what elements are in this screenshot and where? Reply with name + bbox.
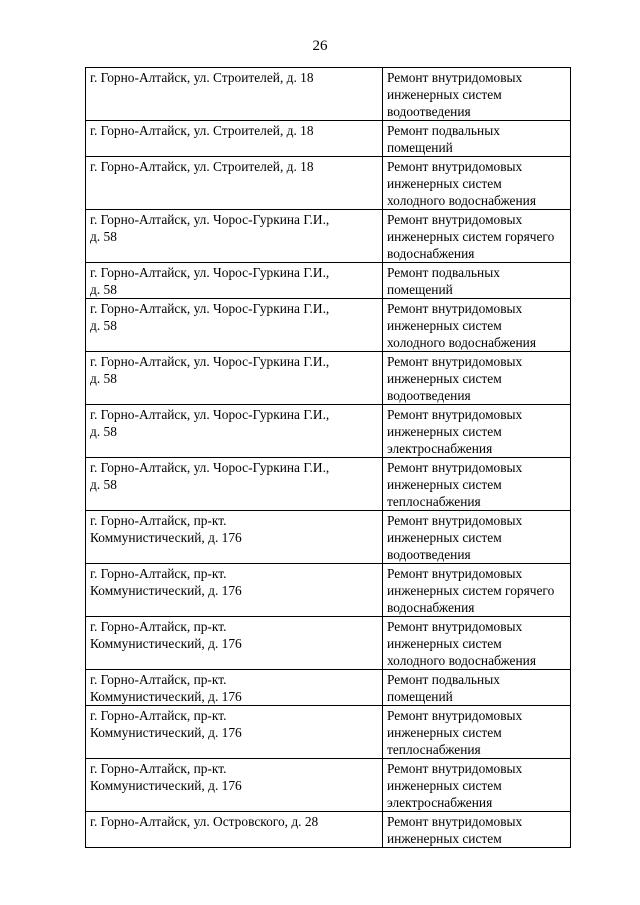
address-cell: г. Горно-Алтайск, ул. Чорос-Гуркина Г.И., д. 58 bbox=[86, 210, 383, 263]
table-row bbox=[86, 352, 571, 405]
work-cell: Ремонт внутридомовых инженерных систем водоотведения bbox=[383, 352, 571, 405]
work-cell: Ремонт внутридомовых инженерных систем электроснабжения bbox=[383, 759, 571, 812]
work-cell: Ремонт подвальных помещений bbox=[383, 263, 571, 299]
work-cell: Ремонт внутридомовых инженерных систем bbox=[383, 812, 571, 848]
work-cell: Ремонт подвальных помещений bbox=[383, 670, 571, 706]
work-cell: Ремонт подвальных помещений bbox=[383, 121, 571, 157]
address-cell: г. Горно-Алтайск, пр-кт. Коммунистический, д. 176 bbox=[86, 511, 383, 564]
table-row bbox=[86, 157, 571, 210]
table-row bbox=[86, 299, 571, 352]
address-cell: г. Горно-Алтайск, ул. Строителей, д. 18 bbox=[86, 121, 383, 157]
work-cell: Ремонт внутридомовых инженерных систем горячего водоснабжения bbox=[383, 210, 571, 263]
address-cell: г. Горно-Алтайск, ул. Чорос-Гуркина Г.И., д. 58 bbox=[86, 458, 383, 511]
table-row bbox=[86, 617, 571, 670]
work-cell: Ремонт внутридомовых инженерных систем горячего водоснабжения bbox=[383, 564, 571, 617]
table-row bbox=[86, 670, 571, 706]
work-cell: Ремонт внутридомовых инженерных систем водоотведения bbox=[383, 68, 571, 121]
work-cell: Ремонт внутридомовых инженерных систем электроснабжения bbox=[383, 405, 571, 458]
works-table bbox=[85, 67, 571, 848]
address-cell: г. Горно-Алтайск, пр-кт. Коммунистический, д. 176 bbox=[86, 759, 383, 812]
work-cell: Ремонт внутридомовых инженерных систем холодного водоснабжения bbox=[383, 617, 571, 670]
address-cell: г. Горно-Алтайск, пр-кт. Коммунистический, д. 176 bbox=[86, 670, 383, 706]
address-cell: г. Горно-Алтайск, пр-кт. Коммунистический, д. 176 bbox=[86, 617, 383, 670]
address-cell: г. Горно-Алтайск, пр-кт. Коммунистический, д. 176 bbox=[86, 564, 383, 617]
work-cell: Ремонт внутридомовых инженерных систем теплоснабжения bbox=[383, 458, 571, 511]
address-cell: г. Горно-Алтайск, ул. Чорос-Гуркина Г.И., д. 58 bbox=[86, 299, 383, 352]
address-cell: г. Горно-Алтайск, пр-кт. Коммунистический, д. 176 bbox=[86, 706, 383, 759]
table-row bbox=[86, 263, 571, 299]
work-cell: Ремонт внутридомовых инженерных систем холодного водоснабжения bbox=[383, 299, 571, 352]
address-cell: г. Горно-Алтайск, ул. Островского, д. 28 bbox=[86, 812, 383, 848]
table-row bbox=[86, 210, 571, 263]
address-cell: г. Горно-Алтайск, ул. Чорос-Гуркина Г.И., д. 58 bbox=[86, 263, 383, 299]
table-row bbox=[86, 759, 571, 812]
work-cell: Ремонт внутридомовых инженерных систем теплоснабжения bbox=[383, 706, 571, 759]
table-row bbox=[86, 405, 571, 458]
table-row bbox=[86, 564, 571, 617]
works-table-body bbox=[86, 68, 571, 848]
table-row bbox=[86, 121, 571, 157]
table-row bbox=[86, 458, 571, 511]
page-number: 26 bbox=[312, 38, 328, 54]
address-cell: г. Горно-Алтайск, ул. Строителей, д. 18 bbox=[86, 68, 383, 121]
table-row bbox=[86, 511, 571, 564]
work-cell: Ремонт внутридомовых инженерных систем холодного водоснабжения bbox=[383, 157, 571, 210]
address-cell: г. Горно-Алтайск, ул. Чорос-Гуркина Г.И., д. 58 bbox=[86, 405, 383, 458]
table-row bbox=[86, 68, 571, 121]
address-cell: г. Горно-Алтайск, ул. Строителей, д. 18 bbox=[86, 157, 383, 210]
table-row bbox=[86, 812, 571, 848]
work-cell: Ремонт внутридомовых инженерных систем водоотведения bbox=[383, 511, 571, 564]
address-cell: г. Горно-Алтайск, ул. Чорос-Гуркина Г.И., д. 58 bbox=[86, 352, 383, 405]
table-row bbox=[86, 706, 571, 759]
